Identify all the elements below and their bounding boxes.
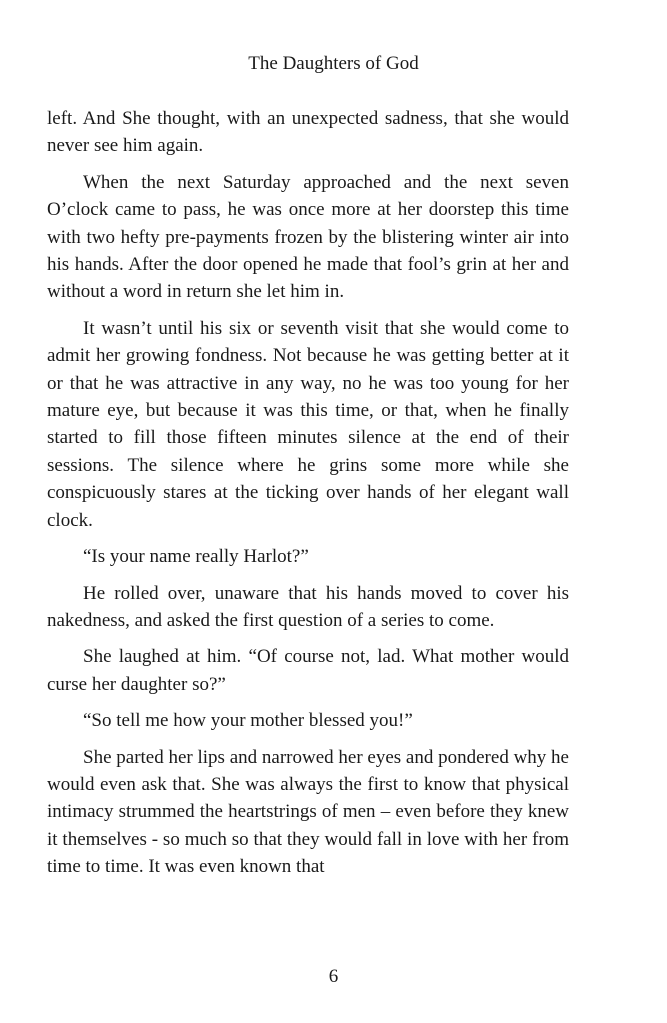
paragraph: She parted her lips and narrowed her eyes and pondered why he would even ask that. She was always the first to know that physical intimacy strummed the heartstrings of men – even before they knew it themselves - so much so that they would fall in love with her from time to time. It was even known that [47,746,569,878]
page-number: 6 [328,966,339,987]
body-text [47,105,569,890]
paragraph: It wasn’t until his six or seventh visit that she would come to admit her growing fondness. Not because he was getting better at it or that he was attractive in any way, no he was too young for her mature eye, but because it was this time, or that, when he finally started to fill those fifteen minutes silence at the end of their sessions. The silence where he grins some more while she conspicuously stares at the ticking over hands of her elegant wall clock. [47,317,569,531]
dialogue-paragraph: “So tell me how your mother blessed you!” [83,710,413,732]
running-head-title: The Daughters of God [248,53,419,74]
paragraph: He rolled over, unaware that his hands moved to cover his nakedness, and asked the first question of a series to come. [47,582,569,631]
dialogue-paragraph: She laughed at him. “Of course not, lad. What mother would curse her daughter so?” [47,646,569,695]
paragraph-continuation: left. And She thought, with an unexpected sadness, that she would never see him again. [47,108,569,157]
paragraph: When the next Saturday approached and the next seven O’clock came to pass, he was once more at her doorstep this time with two hefty pre-payments frozen by the blistering winter air into his hands. After the door opened he made that fool’s grin at her and without a word in return she let him in. [47,171,569,303]
dialogue-paragraph: “Is your name really Harlot?” [83,546,309,568]
